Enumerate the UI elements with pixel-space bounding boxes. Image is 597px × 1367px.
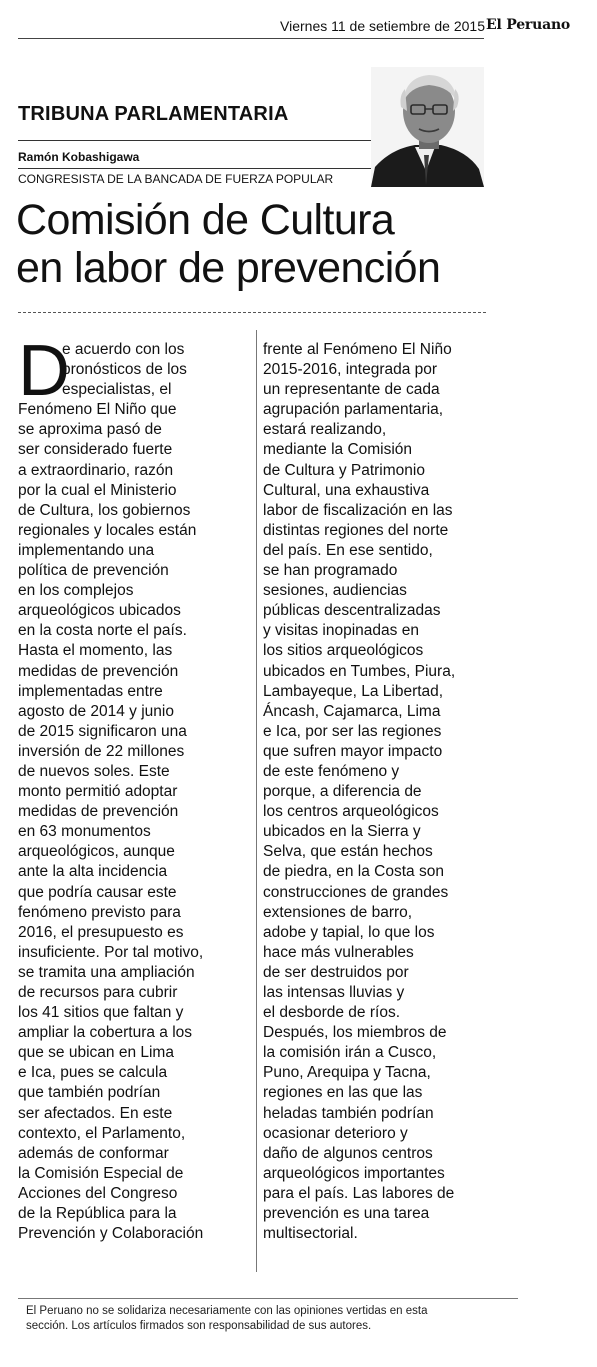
- article-line: Hasta el momento, las: [18, 642, 173, 660]
- article-line: a extraordinario, razón: [18, 461, 174, 479]
- article-line: pronósticos de los: [62, 361, 187, 379]
- article-line: los centros arqueológicos: [263, 803, 439, 821]
- article-line: en los complejos: [18, 582, 134, 600]
- author-name: Ramón Kobashigawa: [18, 150, 140, 164]
- article-line: que sufren mayor impacto: [263, 742, 443, 760]
- article-line: además de conformar: [18, 1144, 169, 1162]
- article-line: de 2015 significaron una: [18, 722, 187, 740]
- article-line: de Cultura y Patrimonio: [263, 461, 425, 479]
- drop-cap: D: [18, 331, 70, 411]
- article-line: multisectorial.: [263, 1225, 358, 1243]
- disclaimer-line-1-text: no se solidariza necesariamente con las opiniones vertidas en esta: [82, 1305, 428, 1317]
- article-line: de Cultura, los gobiernos: [18, 501, 191, 519]
- article-line: la Comisión Especial de: [18, 1164, 184, 1182]
- article-line: ubicados en la Sierra y: [263, 823, 421, 841]
- author-role: CONGRESISTA DE LA BANCADA DE FUERZA POPULAR: [18, 172, 334, 186]
- article-line: estará realizando,: [263, 421, 387, 439]
- article-line: Cultural, una exhaustiva: [263, 481, 430, 499]
- article-line: los sitios arqueológicos: [263, 642, 424, 660]
- article-line: ocasionar deterioro y: [263, 1124, 408, 1142]
- article-line: los 41 sitios que faltan y: [18, 1004, 184, 1022]
- article-line: arqueológicos ubicados: [18, 602, 181, 620]
- article-line: heladas también podrían: [263, 1104, 434, 1122]
- article-line: Acciones del Congreso: [18, 1184, 178, 1202]
- article-line: fenómeno previsto para: [18, 903, 181, 921]
- article-line: insuficiente. Por tal motivo,: [18, 943, 204, 961]
- article-line: distintas regiones del norte: [263, 521, 449, 539]
- article-line: mediante la Comisión: [263, 441, 413, 459]
- article-line: Puno, Arequipa y Tacna,: [263, 1064, 431, 1082]
- article-line: sesiones, audiencias: [263, 582, 407, 600]
- column-divider: [256, 330, 257, 1272]
- article-line: ampliar la cobertura a los: [18, 1024, 193, 1042]
- headline-line-1: Comisión de Cultura: [16, 196, 395, 244]
- article-line: en la costa norte el país.: [18, 622, 187, 640]
- article-line: hace más vulnerables: [263, 943, 414, 961]
- article-line: e Ica, por ser las regiones: [263, 722, 442, 740]
- article-column-left: [18, 331, 248, 1244]
- article-line: de la República para la: [18, 1205, 177, 1223]
- article-line: por la cual el Ministerio: [18, 481, 177, 499]
- article-line: ser considerado fuerte: [18, 441, 173, 459]
- disclaimer-brand: El Peruano: [26, 1305, 83, 1317]
- article-line: extensiones de barro,: [263, 903, 413, 921]
- section-label: TRIBUNA PARLAMENTARIA: [18, 103, 289, 125]
- article-line: regiones en las que las: [263, 1084, 423, 1102]
- article-line: especialistas, el: [62, 381, 172, 399]
- article-line: Fenómeno El Niño que: [18, 401, 177, 419]
- article-line: agosto de 2014 y junio: [18, 702, 174, 720]
- article-line: e Ica, pues se calcula: [18, 1064, 168, 1082]
- article-line: adobe y tapial, lo que los: [263, 923, 435, 941]
- article-line: del país. En ese sentido,: [263, 541, 433, 559]
- footer-rule: [18, 1298, 518, 1299]
- article-line: de nuevos soles. Este: [18, 762, 170, 780]
- article-line: Prevención y Colaboración: [18, 1225, 204, 1243]
- article-line: frente al Fenómeno El Niño: [263, 341, 452, 358]
- article-line: Lambayeque, La Libertad,: [263, 682, 444, 700]
- article-line: de piedra, en la Costa son: [263, 863, 444, 881]
- article-line: la comisión irán a Cusco,: [263, 1044, 437, 1062]
- article-line: arqueológicos, aunque: [18, 843, 175, 861]
- article-line: implementadas entre: [18, 682, 163, 700]
- article-line: monto permitió adoptar: [18, 783, 178, 801]
- article-line: un representante de cada: [263, 381, 440, 399]
- article-line: política de prevención: [18, 562, 169, 580]
- article-line: implementando una: [18, 541, 155, 559]
- article-line: regionales y locales están: [18, 521, 197, 539]
- article-line: en 63 monumentos: [18, 823, 151, 841]
- article-column-right: [263, 340, 495, 1244]
- article-line: que podría causar este: [18, 883, 177, 901]
- article-line: de recursos para cubrir: [18, 984, 178, 1001]
- article-line: ante la alta incidencia: [18, 863, 168, 881]
- article-line: de este fenómeno y: [263, 762, 400, 780]
- article-line: porque, a diferencia de: [263, 783, 422, 801]
- article-line: se han programado: [263, 562, 398, 580]
- article-line: daño de algunos centros: [263, 1144, 433, 1162]
- article-line: y visitas inopinadas en: [263, 622, 419, 640]
- article-line: Áncash, Cajamarca, Lima: [263, 702, 441, 720]
- article-line: agrupación parlamentaria,: [263, 401, 444, 419]
- article-line: Selva, que están hechos: [263, 843, 433, 861]
- disclaimer-line-1: [26, 1304, 496, 1319]
- article-line: Después, los miembros de: [263, 1024, 447, 1042]
- article-line: 2015-2016, integrada por: [263, 361, 438, 379]
- disclaimer: [26, 1304, 496, 1334]
- article-line: medidas de prevención: [18, 662, 179, 680]
- article-line: inversión de 22 millones: [18, 742, 185, 760]
- author-photo: [371, 67, 484, 187]
- article-line: que también podrían: [18, 1084, 161, 1102]
- dateline: Viernes 11 de setiembre de 2015: [280, 18, 485, 34]
- article-line: públicas descentralizadas: [263, 602, 441, 620]
- header-rule: [18, 38, 484, 39]
- disclaimer-line-2: sección. Los artículos firmados son responsabilidad de sus autores.: [26, 1320, 372, 1332]
- newspaper-name: El Peruano: [486, 17, 571, 33]
- article-line: 2016, el presupuesto es: [18, 923, 184, 941]
- article-line: contexto, el Parlamento,: [18, 1124, 186, 1142]
- article-line: e acuerdo con los: [62, 341, 185, 358]
- headline-rule: [18, 312, 486, 313]
- headline-line-2: en labor de prevención: [16, 244, 441, 292]
- article-line: que se ubican en Lima: [18, 1044, 174, 1062]
- article-line: labor de fiscalización en las: [263, 501, 453, 519]
- article-line: medidas de prevención: [18, 803, 179, 821]
- headline: [16, 196, 486, 292]
- article-line: se tramita una ampliación: [18, 963, 195, 981]
- article-line: prevención es una tarea: [263, 1205, 430, 1223]
- article-line: arqueológicos importantes: [263, 1164, 445, 1182]
- article-line: el desborde de ríos.: [263, 1004, 401, 1022]
- article-line: para el país. Las labores de: [263, 1184, 455, 1202]
- article-line: se aproxima pasó de: [18, 421, 162, 439]
- article-line: de ser destruidos por: [263, 963, 409, 981]
- article-line: construcciones de grandes: [263, 883, 449, 901]
- article-line: las intensas lluvias y: [263, 984, 405, 1001]
- article-line: ubicados en Tumbes, Piura,: [263, 662, 456, 680]
- article-line: ser afectados. En este: [18, 1104, 173, 1122]
